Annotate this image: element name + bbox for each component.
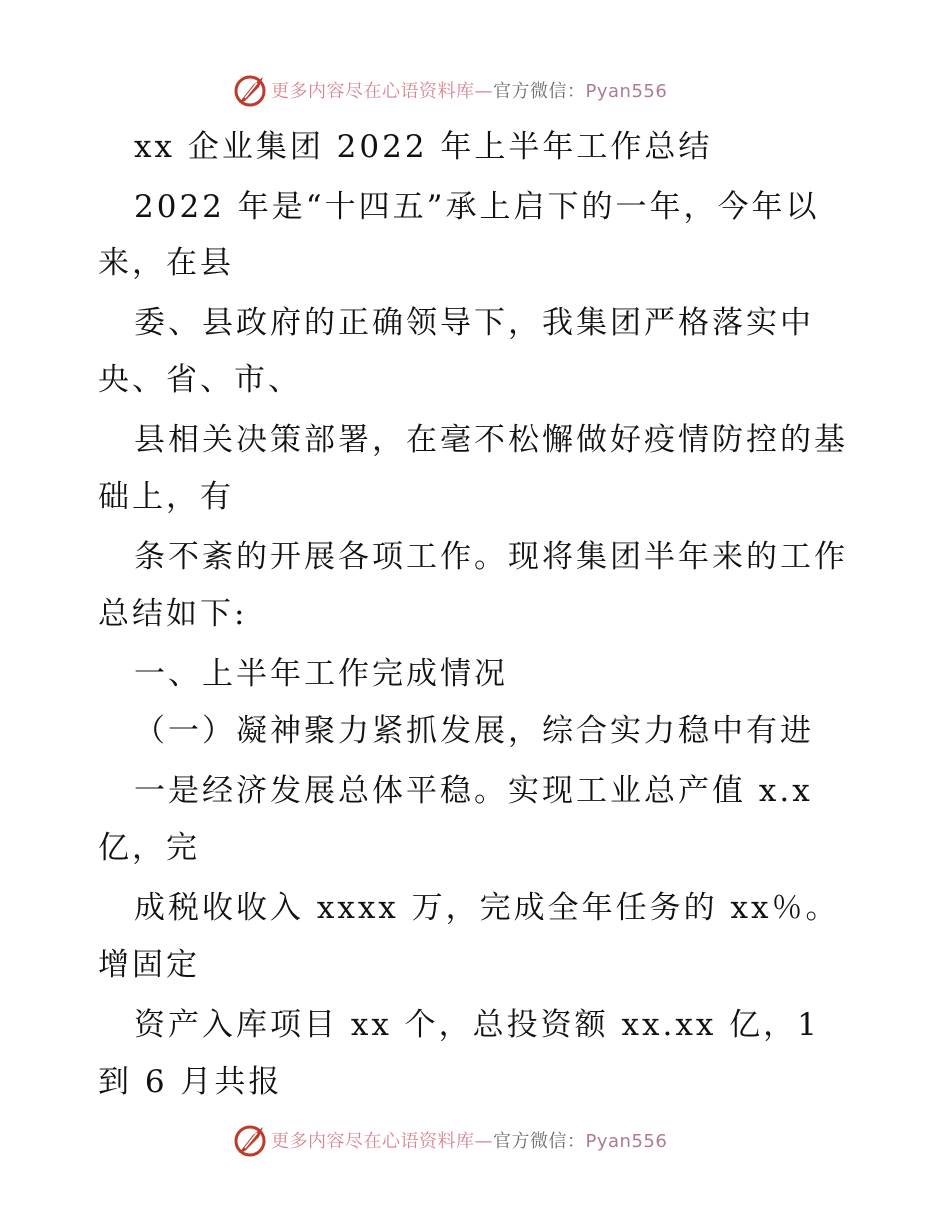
subsection-heading: （一）凝神聚力紧抓发展，综合实力稳中有进	[134, 713, 814, 749]
paragraph-line: 委、县政府的正确领导下，我集团严格落实中	[134, 305, 814, 341]
paragraph-line: 成税收收入 xxxx 万，完成全年任务的 xx％。	[134, 890, 840, 926]
quill-pen-circle-icon	[233, 73, 267, 107]
paragraph-line: 央、省、市、	[98, 362, 302, 398]
watermark-wechat-id: Pyan556	[585, 81, 668, 102]
header-watermark	[233, 70, 667, 110]
footer-watermark	[233, 1120, 667, 1160]
watermark-wechat-id: Pyan556	[585, 1131, 668, 1152]
paragraph-line: 础上，有	[98, 479, 234, 515]
paragraph-line: 一是经济发展总体平稳。实现工业总产值 x.x	[134, 773, 813, 809]
quill-pen-circle-icon	[233, 1123, 267, 1157]
watermark-site-text: 更多内容尽在心语资料库	[271, 81, 475, 102]
watermark-wechat-label: 官方微信：	[493, 1131, 586, 1152]
paragraph-line: 亿，完	[98, 830, 200, 866]
section-heading: 一、上半年工作完成情况	[134, 656, 508, 692]
paragraph-line: 来，在县	[98, 245, 234, 281]
paragraph-line: 增固定	[98, 947, 200, 983]
watermark-wechat-label: 官方微信：	[493, 81, 586, 102]
watermark-dash: —	[474, 1131, 493, 1152]
watermark-site-text: 更多内容尽在心语资料库	[271, 1131, 475, 1152]
paragraph-line: 总结如下:	[98, 596, 248, 632]
paragraph-line: 条不紊的开展各项工作。现将集团半年来的工作	[134, 539, 848, 575]
watermark-dash: —	[474, 81, 493, 102]
paragraph-line: 县相关决策部署，在毫不松懈做好疫情防控的基	[134, 422, 848, 458]
document-title: xx 企业集团 2022 年上半年工作总结	[134, 129, 713, 165]
paragraph-line: 到 6 月共报	[98, 1064, 283, 1100]
paragraph-line: 2022 年是“十四五”承上启下的一年，今年以	[134, 189, 820, 225]
paragraph-line: 资产入库项目 xx 个，总投资额 xx.xx 亿，1	[134, 1007, 820, 1043]
